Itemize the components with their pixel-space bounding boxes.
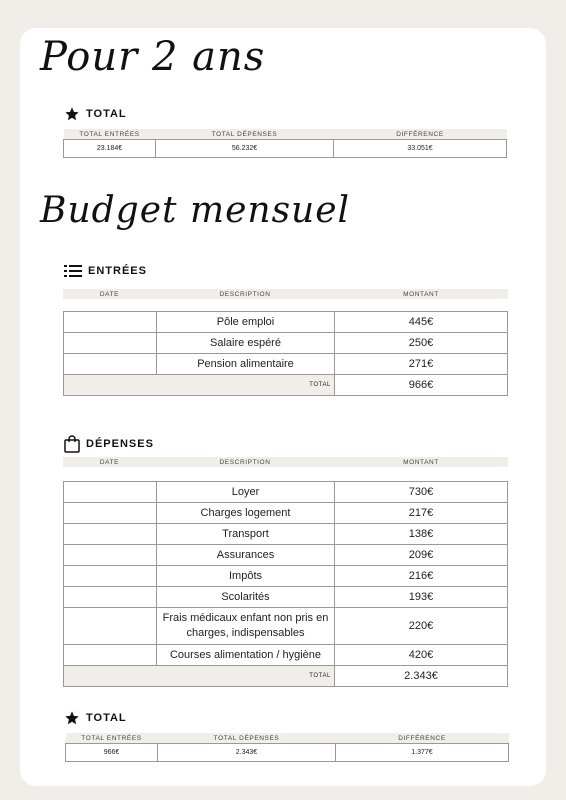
table-row [64,566,508,587]
depenses-total-value: 2.343€ [335,666,508,687]
depenses-description-cell: Frais médicaux enfant non pris en charges, indispensables [157,608,335,645]
depenses-description-cell: Courses alimentation / hygiène [157,645,335,666]
depenses-table [63,481,508,687]
entrees-total-row [64,375,508,396]
depenses-date-cell [64,608,157,645]
entrees-amount-cell: 445€ [335,312,508,333]
depenses-amount-cell: 220€ [335,608,508,645]
summary-bottom-header-difference: DIFFÉRENCE [336,733,509,744]
depenses-amount-cell: 209€ [335,545,508,566]
entrees-date-cell [64,333,157,354]
depenses-heading-label: DÉPENSES [86,438,154,450]
summary-top-value-row [64,140,507,158]
depenses-header-date: DATE [63,457,156,467]
depenses-heading [64,435,154,453]
depenses-description-cell: Loyer [157,482,335,503]
entrees-description-cell: Salaire espéré [157,333,335,354]
table-row [64,482,508,503]
summary-bottom-header-depenses: TOTAL DÉPENSES [158,733,336,744]
table-row [64,354,508,375]
summary-top-heading-label: TOTAL [86,108,127,120]
entrees-amount-cell: 250€ [335,333,508,354]
depenses-header-table [63,457,508,467]
summary-top-total-depenses: 56.232€ [156,140,334,158]
summary-top-table [63,129,507,158]
depenses-description-cell: Impôts [157,566,335,587]
depenses-date-cell [64,482,157,503]
entrees-header-table [63,289,508,299]
shopping-bag-icon [64,435,80,453]
depenses-total-label: TOTAL [64,666,335,687]
depenses-date-cell [64,566,157,587]
entrees-total-label: TOTAL [64,375,335,396]
entrees-date-cell [64,312,157,333]
depenses-amount-cell: 193€ [335,587,508,608]
depenses-total-row [64,666,508,687]
summary-top-header-row [64,129,507,140]
depenses-description-cell: Charges logement [157,503,335,524]
depenses-amount-cell: 138€ [335,524,508,545]
summary-top-difference: 33.051€ [334,140,507,158]
depenses-amount-cell: 217€ [335,503,508,524]
depenses-date-cell [64,545,157,566]
title-monthly: Budget mensuel [40,190,351,231]
entrees-date-cell [64,354,157,375]
table-row [64,645,508,666]
entrees-description-cell: Pension alimentaire [157,354,335,375]
summary-bottom-heading [64,710,127,726]
summary-top-header-difference: DIFFÉRENCE [334,129,507,140]
summary-bottom-value-row [66,744,509,762]
summary-top-heading [64,106,127,122]
depenses-date-cell [64,524,157,545]
depenses-amount-cell: 420€ [335,645,508,666]
depenses-amount-cell: 216€ [335,566,508,587]
table-row [64,312,508,333]
title-two-years: Pour 2 ans [40,34,266,80]
entrees-header-description: DESCRIPTION [156,289,334,299]
table-row [64,524,508,545]
list-icon [64,264,82,278]
depenses-description-cell: Transport [157,524,335,545]
table-row [64,503,508,524]
star-icon [64,710,80,726]
entrees-header-date: DATE [63,289,156,299]
summary-top-total-entrees: 23.184€ [64,140,156,158]
table-row [64,333,508,354]
depenses-header-amount: MONTANT [334,457,508,467]
summary-bottom-header-entrees: TOTAL ENTRÉES [66,733,158,744]
summary-bottom-heading-label: TOTAL [86,712,127,724]
entrees-heading-label: ENTRÉES [88,265,147,277]
depenses-date-cell [64,503,157,524]
summary-bottom-total-entrees: 966€ [66,744,158,762]
entrees-table [63,311,508,396]
star-icon [64,106,80,122]
table-row [64,545,508,566]
table-row [64,608,508,645]
depenses-date-cell [64,645,157,666]
entrees-header-row [63,289,508,299]
depenses-description-cell: Scolarités [157,587,335,608]
depenses-date-cell [64,587,157,608]
entrees-total-value: 966€ [335,375,508,396]
entrees-header-amount: MONTANT [334,289,508,299]
entrees-description-cell: Pôle emploi [157,312,335,333]
depenses-description-cell: Assurances [157,545,335,566]
summary-top-header-entrees: TOTAL ENTRÉES [64,129,156,140]
summary-bottom-header-row [66,733,509,744]
entrees-heading [64,264,147,278]
summary-top-header-depenses: TOTAL DÉPENSES [156,129,334,140]
depenses-amount-cell: 730€ [335,482,508,503]
summary-bottom-table [65,733,509,762]
entrees-amount-cell: 271€ [335,354,508,375]
depenses-header-row [63,457,508,467]
table-row [64,587,508,608]
summary-bottom-difference: 1.377€ [336,744,509,762]
depenses-header-description: DESCRIPTION [156,457,334,467]
summary-bottom-total-depenses: 2.343€ [158,744,336,762]
